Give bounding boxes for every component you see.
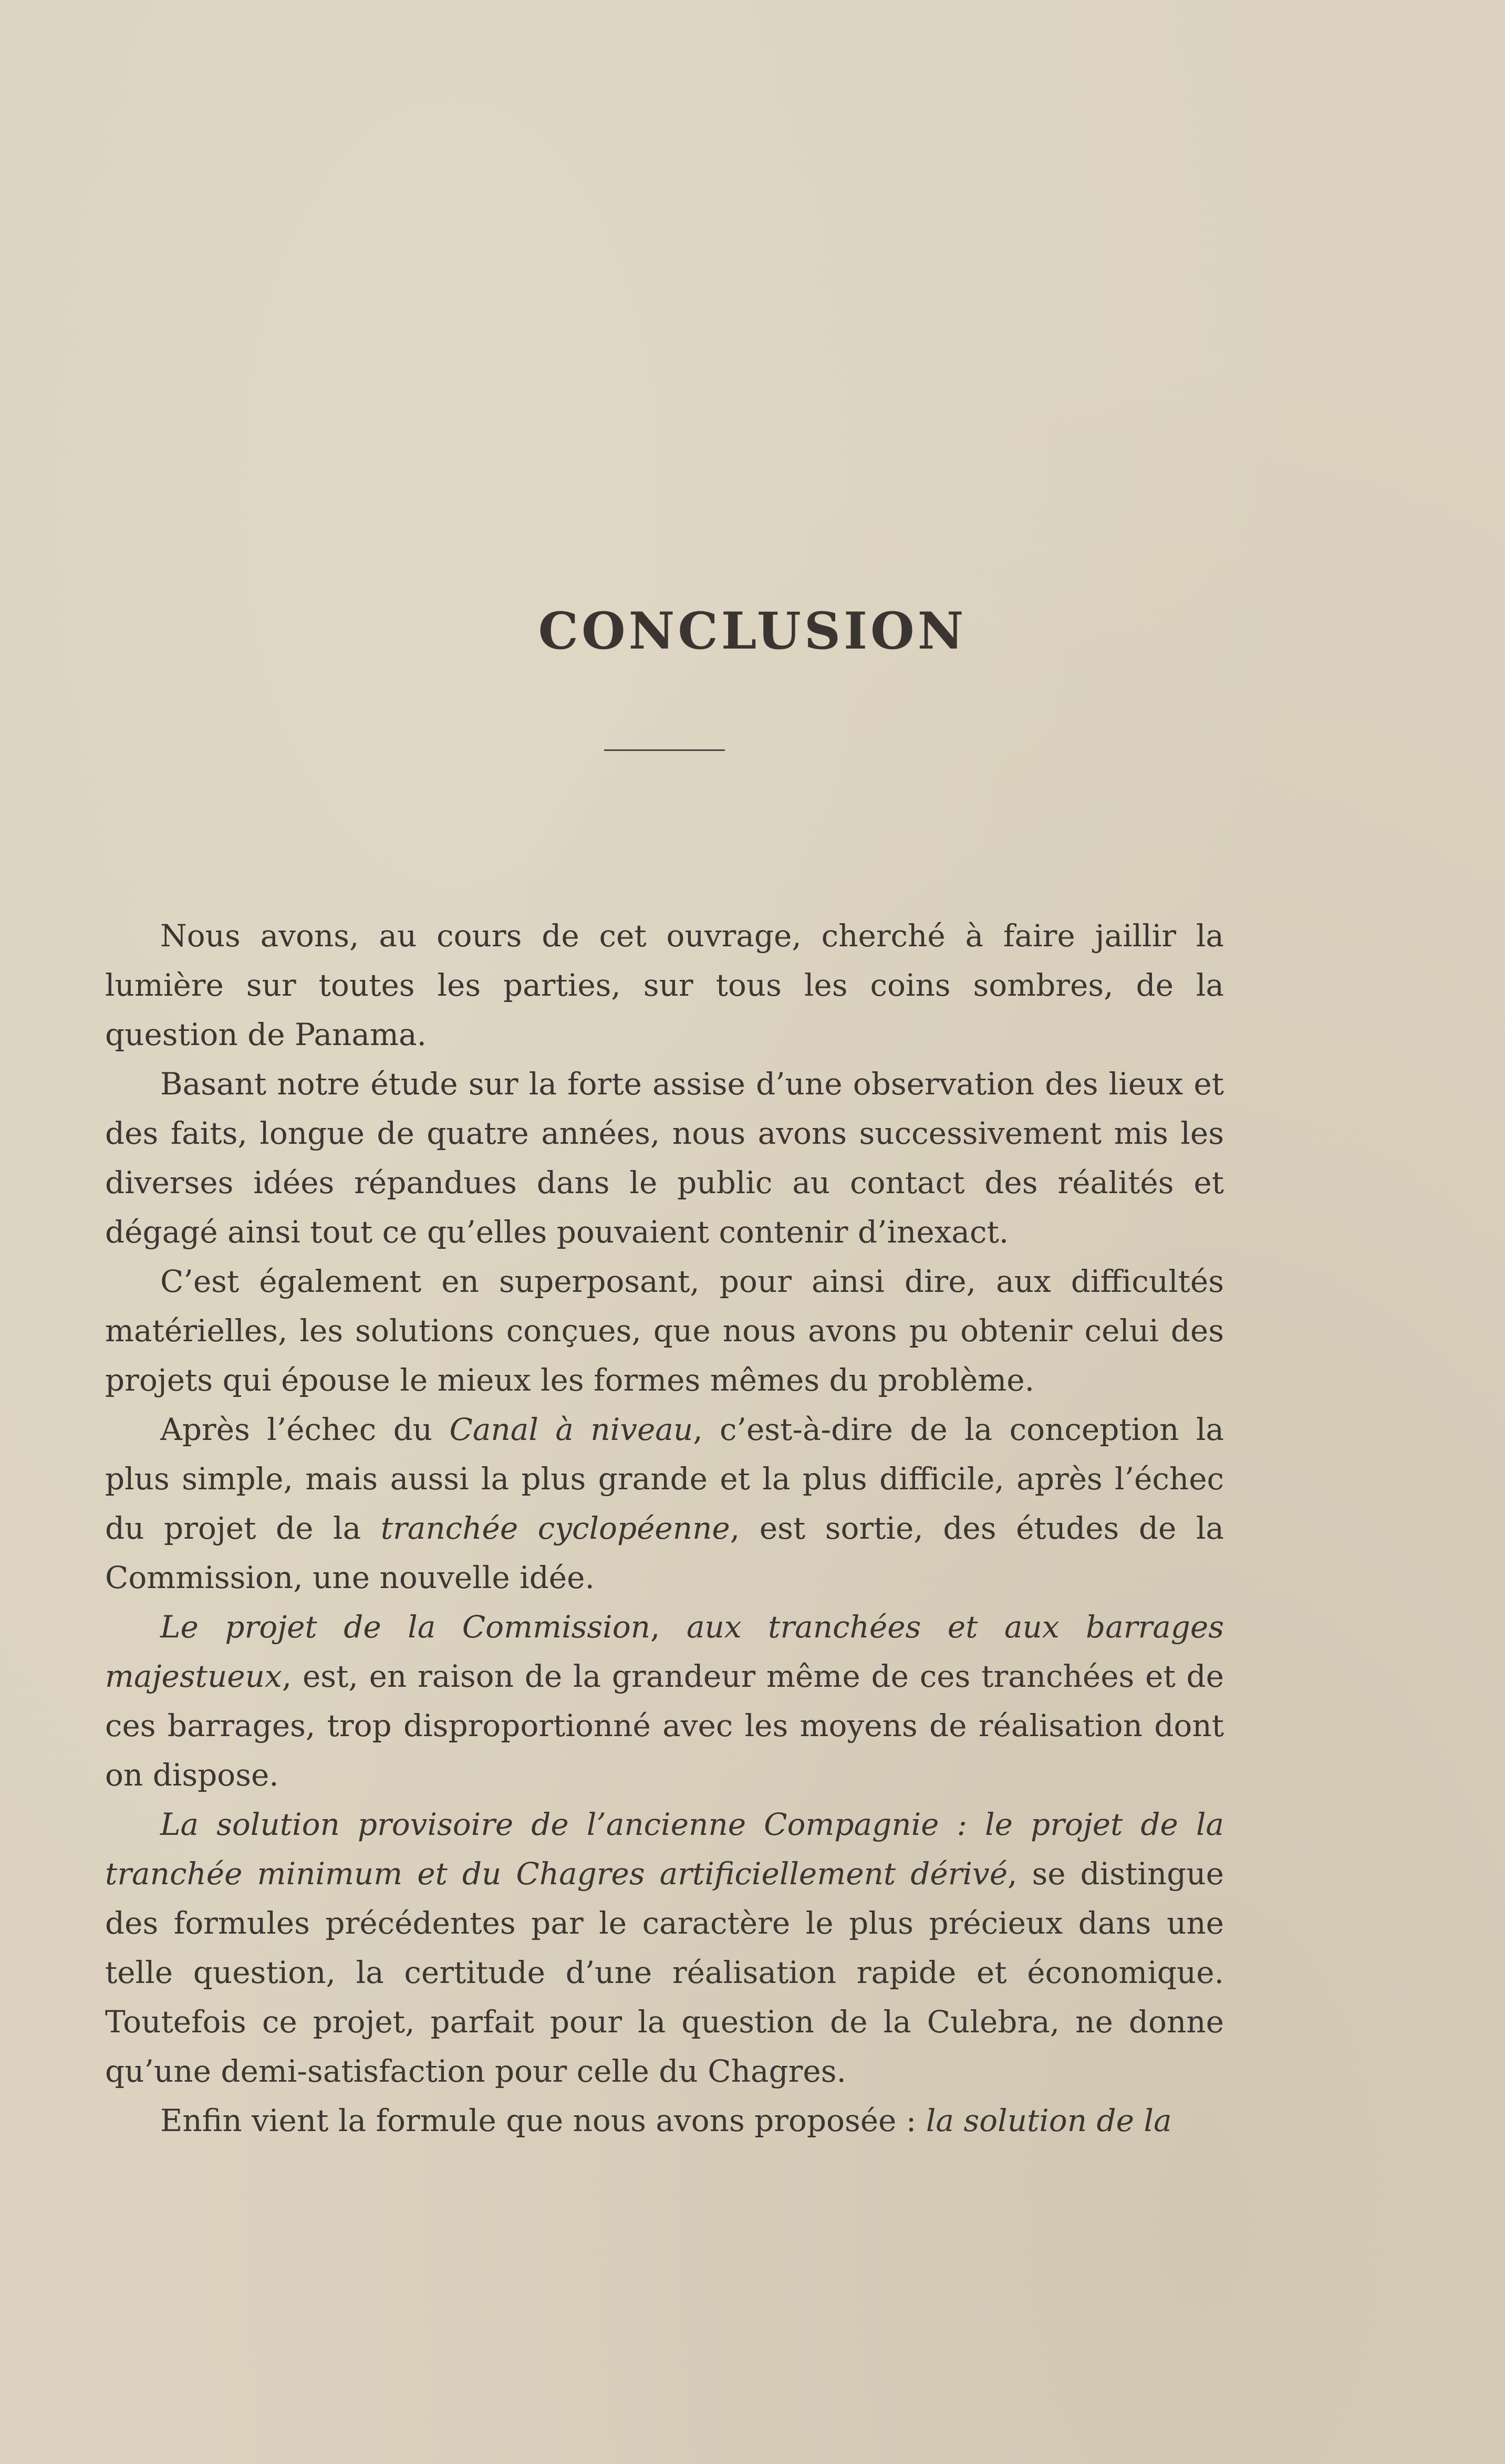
text-run: , est, en raison de la grandeur même de ces tranchées et de ces barrages, trop disproportionné avec les moyens de réalisation dont on dispose. [105, 1658, 1224, 1793]
text-run: Enfin vient la formule que nous avons proposée : [160, 2103, 926, 2138]
body-text [105, 911, 1224, 2145]
italic-text-run: La solution provisoire de l’ancienne Compagnie : le projet de la tranchée minimum et du Chagres artificiellement dérivé [105, 1807, 1224, 1892]
text-run: , est sortie, des études de la Commission, une nouvelle idée. [105, 1510, 1224, 1595]
text-run: , [650, 1609, 687, 1645]
text-run: Après l’échec du [160, 1412, 450, 1447]
paragraph [105, 2096, 1224, 2145]
italic-text-run: Canal à niveau [449, 1412, 693, 1447]
paragraph [105, 1059, 1224, 1257]
text-run: , c’est-à-dire de la conception la plus simple, mais aussi la plus grande et la plus difficile, après l’échec du projet de la [105, 1412, 1224, 1546]
paragraph [105, 1602, 1224, 1800]
text-run: C’est également en superposant, pour ainsi dire, aux difficultés matérielles, les solutions conçues, que nous avons pu obtenir celui des projets qui épouse le mieux les formes mêmes du problème. [105, 1264, 1224, 1398]
italic-text-run: tranchée cyclopéenne [380, 1510, 730, 1546]
title-divider [604, 749, 725, 751]
paragraph [105, 911, 1224, 1059]
paragraph [105, 1405, 1224, 1602]
paragraph [105, 1800, 1224, 2096]
text-run: Basant notre étude sur la forte assise d’une observation des lieux et des faits, longue de quatre années, nous avons successivement mis les diverses idées répandues dans le public au contact des réalités et dégagé ainsi tout ce qu’elles pouvaient contenir d’inexact. [105, 1066, 1224, 1250]
text-run: , se distingue des formules précédentes par le caractère le plus précieux dans une telle question, la certitude d’une réalisation rapide et économique. Toutefois ce projet, parfait pour la question de la Culebra, ne donne qu’une demi-satisfaction pour celle du Chagres. [105, 1856, 1224, 2089]
chapter-title: CONCLUSION [538, 601, 967, 661]
italic-text-run: aux tranchées et aux barrages majestueux [105, 1609, 1224, 1694]
text-run: Nous avons, au cours de cet ouvrage, cherché à faire jaillir la lumière sur toutes les parties, sur tous les coins sombres, de la question de Panama. [105, 918, 1224, 1052]
paragraph [105, 1257, 1224, 1405]
italic-text-run: la solution de la [926, 2103, 1172, 2138]
italic-text-run: Le projet de la Commission [160, 1609, 650, 1645]
